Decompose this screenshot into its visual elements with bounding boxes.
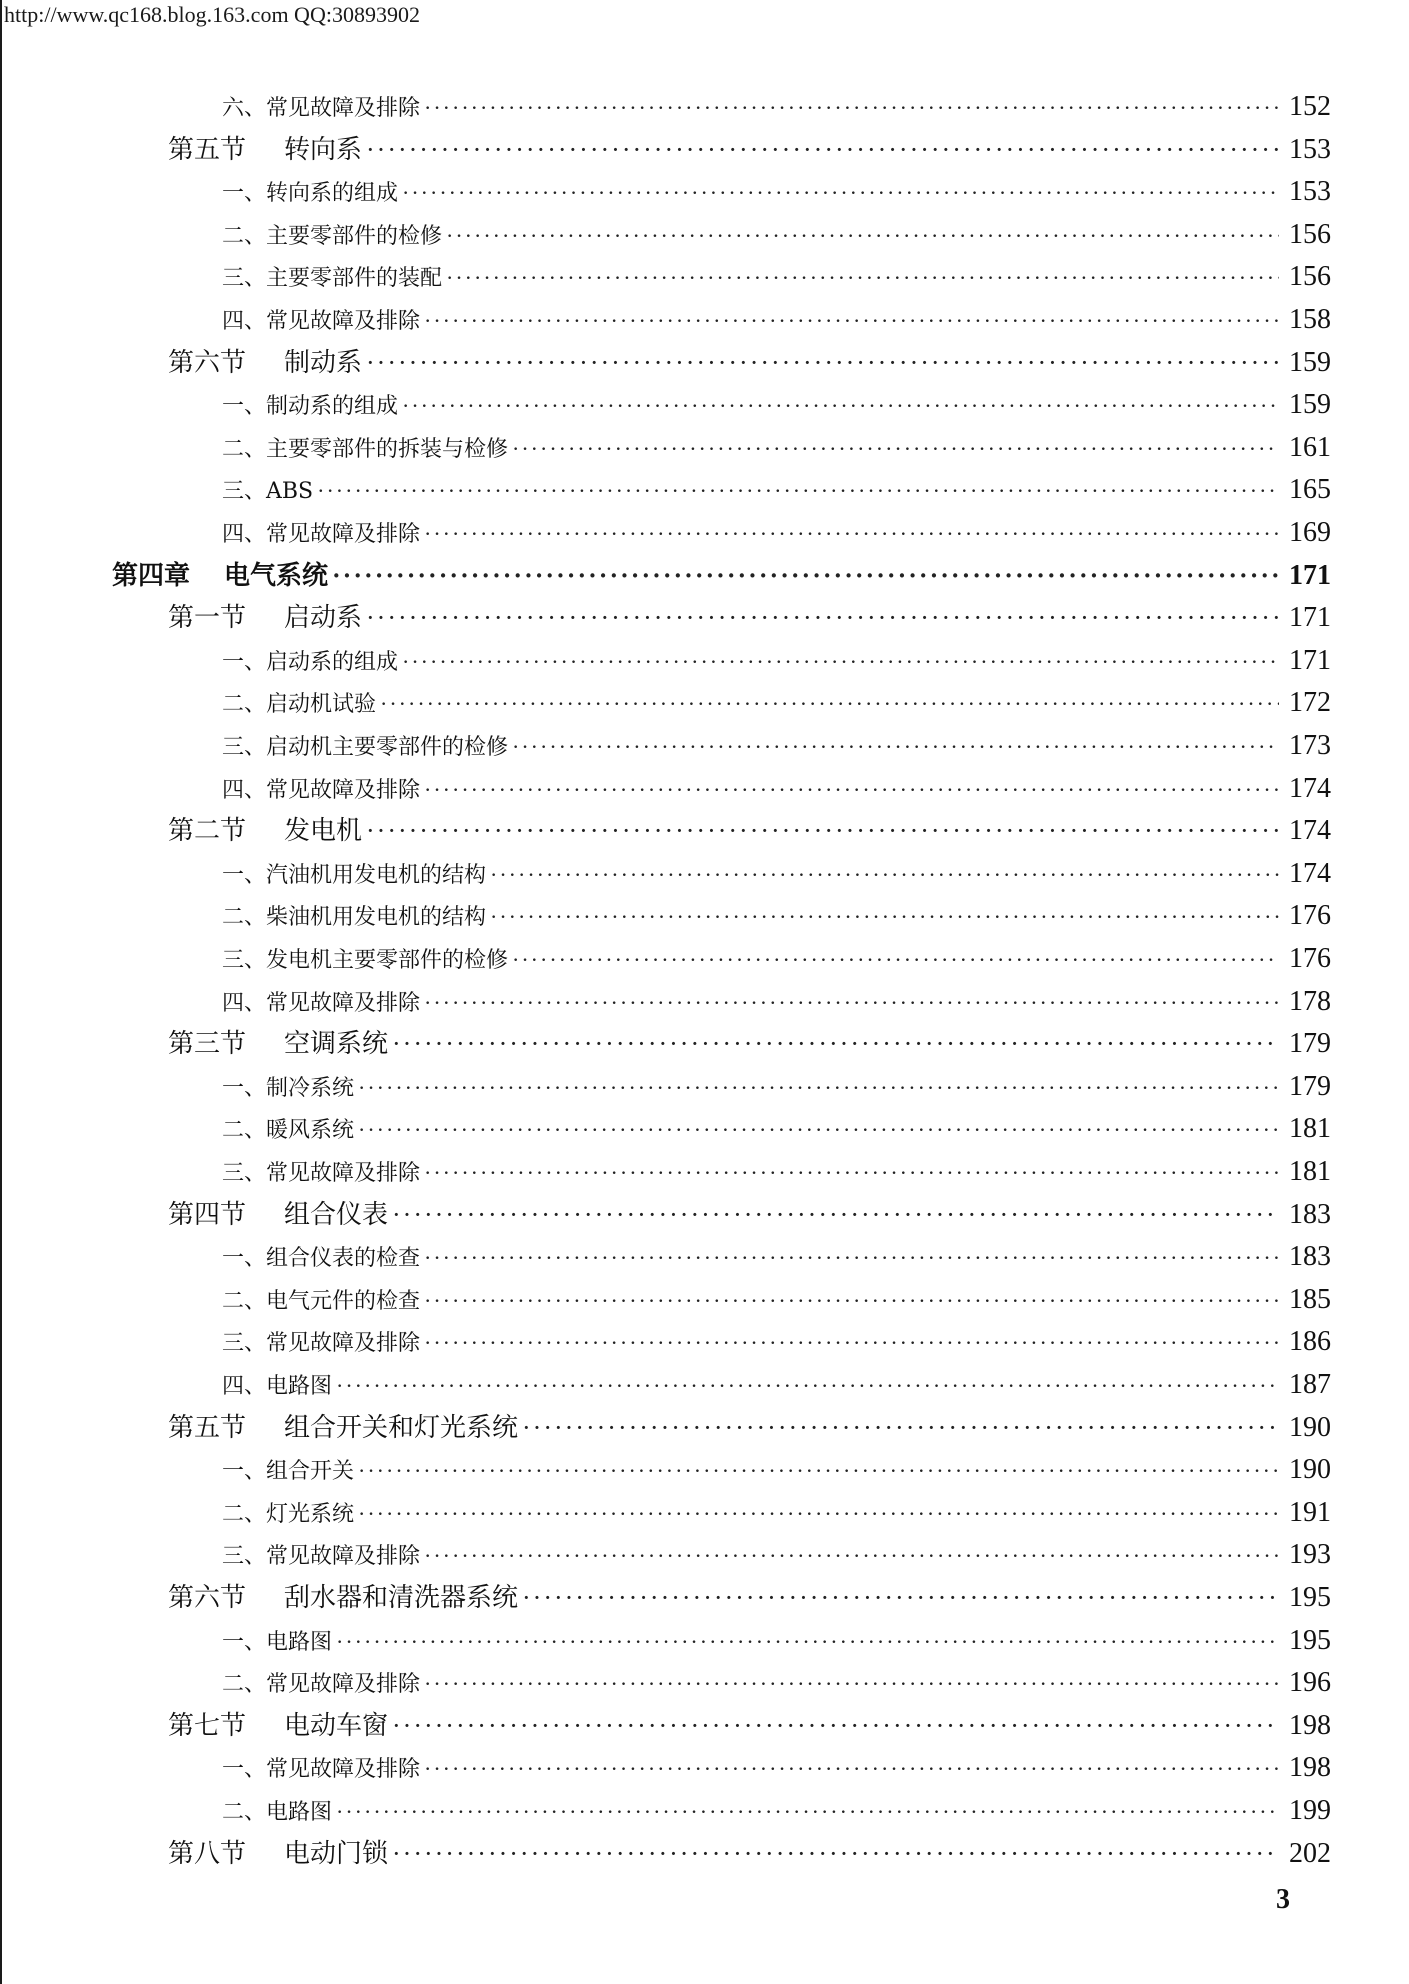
toc-dot-leader xyxy=(392,1837,1279,1871)
toc-entry-title: 三、常见故障及排除 xyxy=(222,1544,421,1569)
toc-entry-page: 176 xyxy=(1289,943,1331,974)
toc-dot-leader xyxy=(402,645,1279,679)
toc-entry-title: 四、常见故障及排除 xyxy=(222,309,421,334)
toc-entry-item xyxy=(222,1240,1331,1274)
toc-entry-title: 制动系 xyxy=(284,348,363,378)
toc-dot-leader xyxy=(424,517,1279,551)
toc-entry-page: 181 xyxy=(1289,1156,1331,1187)
toc-entry-page: 202 xyxy=(1289,1838,1331,1869)
toc-entry-title: 一、制冷系统 xyxy=(222,1076,355,1101)
toc-entry-page: 159 xyxy=(1289,347,1331,378)
toc-entry-number: 第五节 xyxy=(168,135,247,165)
toc-dot-leader xyxy=(336,1795,1279,1829)
toc-entry-item xyxy=(222,1496,1331,1530)
toc-entry-title: 二、电气元件的检查 xyxy=(222,1289,421,1314)
toc-entry-page: 171 xyxy=(1289,645,1331,676)
toc-entry-page: 152 xyxy=(1289,91,1331,122)
toc-entry-title: 刮水器和清洗器系统 xyxy=(284,1583,519,1613)
toc-dot-leader xyxy=(392,1709,1279,1743)
toc-entry-page: 190 xyxy=(1289,1412,1331,1443)
toc-dot-leader xyxy=(522,1581,1279,1615)
toc-entry-item xyxy=(222,729,1331,763)
toc-dot-leader xyxy=(512,730,1279,764)
toc-entry-page: 156 xyxy=(1289,261,1331,292)
toc-entry-section xyxy=(168,1837,1331,1871)
toc-dot-leader xyxy=(392,1027,1279,1061)
toc-dot-leader xyxy=(446,219,1279,253)
toc-entry-title: 二、柴油机用发电机的结构 xyxy=(222,905,487,930)
toc-entry-title: 一、组合开关 xyxy=(222,1459,355,1484)
toc-entry-title: 三、常见故障及排除 xyxy=(222,1161,421,1186)
toc-entry-number: 第四节 xyxy=(168,1200,247,1230)
toc-entry-title: 发电机 xyxy=(284,816,363,846)
toc-entry-title: 三、发电机主要零部件的检修 xyxy=(222,948,509,973)
toc-dot-leader xyxy=(424,1667,1279,1701)
toc-dot-leader xyxy=(512,943,1279,977)
toc-entry-page: 195 xyxy=(1289,1625,1331,1656)
toc-entry-title: 启动系 xyxy=(284,603,363,633)
toc-dot-leader xyxy=(424,91,1279,125)
toc-entry-page: 198 xyxy=(1289,1752,1331,1783)
toc-dot-leader xyxy=(366,814,1279,848)
toc-entry-title: 一、制动系的组成 xyxy=(222,394,399,419)
toc-entry-page: 171 xyxy=(1289,602,1331,633)
toc-dot-leader xyxy=(424,304,1279,338)
toc-dot-leader xyxy=(512,432,1279,466)
toc-entry-page: 183 xyxy=(1289,1241,1331,1272)
toc-entry-item xyxy=(222,175,1331,209)
toc-entry-title: 空调系统 xyxy=(284,1029,389,1059)
toc-dot-leader xyxy=(522,1411,1279,1445)
toc-entry-title: 三、启动机主要零部件的检修 xyxy=(222,735,509,760)
toc-entry-item xyxy=(222,772,1331,806)
toc-entry-section xyxy=(168,1198,1331,1232)
toc-entry-page: 158 xyxy=(1289,304,1331,335)
toc-entry-chapter xyxy=(112,559,1331,593)
toc-entry-title: 一、转向系的组成 xyxy=(222,181,399,206)
toc-entry-section xyxy=(168,814,1331,848)
toc-dot-leader xyxy=(358,1497,1279,1531)
toc-entry-number: 第六节 xyxy=(168,1583,247,1613)
toc-dot-leader xyxy=(358,1454,1279,1488)
toc-entry-section xyxy=(168,133,1331,167)
toc-entry-page: 198 xyxy=(1289,1710,1331,1741)
toc-dot-leader xyxy=(424,1284,1279,1318)
toc-entry-title: 四、常见故障及排除 xyxy=(222,778,421,803)
toc-entry-page: 199 xyxy=(1289,1795,1331,1826)
toc-entry-item xyxy=(222,260,1331,294)
toc-entry-title: 一、汽油机用发电机的结构 xyxy=(222,863,487,888)
toc-entry-page: 196 xyxy=(1289,1667,1331,1698)
toc-entry-page: 191 xyxy=(1289,1497,1331,1528)
toc-entry-item xyxy=(222,90,1331,124)
toc-entry-item xyxy=(222,686,1331,720)
toc-dot-leader xyxy=(332,559,1279,593)
toc-dot-leader xyxy=(424,1326,1279,1360)
toc-entry-title: 二、启动机试验 xyxy=(222,692,377,717)
toc-dot-leader xyxy=(317,474,1279,508)
toc-entry-page: 179 xyxy=(1289,1028,1331,1059)
toc-entry-item xyxy=(222,1112,1331,1146)
toc-entry-page: 174 xyxy=(1289,815,1331,846)
toc-entry-page: 153 xyxy=(1289,134,1331,165)
toc-entry-title: 电气系统 xyxy=(224,561,329,591)
toc-entry-number: 第三节 xyxy=(168,1029,247,1059)
toc-entry-page: 185 xyxy=(1289,1284,1331,1315)
toc-entry-title: 六、常见故障及排除 xyxy=(222,96,421,121)
toc-entry-title: 一、启动系的组成 xyxy=(222,650,399,675)
toc-entry-item xyxy=(222,899,1331,933)
toc-entry-item xyxy=(222,985,1331,1019)
toc-entry-page: 181 xyxy=(1289,1113,1331,1144)
toc-entry-item xyxy=(222,516,1331,550)
toc-entry-item xyxy=(222,303,1331,337)
toc-entry-section xyxy=(168,1027,1331,1061)
toc-entry-section xyxy=(168,601,1331,635)
toc-entry-item xyxy=(222,1624,1331,1658)
toc-entry-title: 三、常见故障及排除 xyxy=(222,1331,421,1356)
toc-dot-leader xyxy=(358,1071,1279,1105)
toc-entry-number: 第六节 xyxy=(168,348,247,378)
toc-dot-leader xyxy=(366,346,1279,380)
toc-entry-item xyxy=(222,942,1331,976)
toc-entry-item xyxy=(222,1283,1331,1317)
toc-entry-item xyxy=(222,1794,1331,1828)
toc-dot-leader xyxy=(490,858,1279,892)
toc-entry-title: 一、组合仪表的检查 xyxy=(222,1246,421,1271)
toc-entry-number: 第七节 xyxy=(168,1711,247,1741)
toc-entry-item xyxy=(222,644,1331,678)
toc-entry-page: 187 xyxy=(1289,1369,1331,1400)
toc-dot-leader xyxy=(424,986,1279,1020)
toc-dot-leader xyxy=(402,176,1279,210)
toc-entry-page: 190 xyxy=(1289,1454,1331,1485)
toc-entry-title: 组合仪表 xyxy=(284,1200,389,1230)
toc-entry-item xyxy=(222,1666,1331,1700)
toc-dot-leader xyxy=(424,1539,1279,1573)
toc-entry-page: 179 xyxy=(1289,1071,1331,1102)
toc-entry-item xyxy=(222,1155,1331,1189)
toc-dot-leader xyxy=(380,687,1279,721)
page-number: 3 xyxy=(1276,1884,1290,1915)
toc-entry-title: 四、常见故障及排除 xyxy=(222,991,421,1016)
toc-entry-title: 三、ABS xyxy=(222,479,314,504)
toc-entry-page: 161 xyxy=(1289,432,1331,463)
toc-entry-title: 二、常见故障及排除 xyxy=(222,1672,421,1697)
toc-entry-number: 第五节 xyxy=(168,1413,247,1443)
toc-entry-section xyxy=(168,1411,1331,1445)
toc-entry-page: 153 xyxy=(1289,176,1331,207)
toc-dot-leader xyxy=(336,1369,1279,1403)
toc-entry-page: 178 xyxy=(1289,986,1331,1017)
toc-dot-leader xyxy=(424,1156,1279,1190)
toc-entry-item xyxy=(222,218,1331,252)
toc-entry-page: 193 xyxy=(1289,1539,1331,1570)
toc-entry-item xyxy=(222,1368,1331,1402)
toc-entry-title: 转向系 xyxy=(284,135,363,165)
toc-entry-page: 156 xyxy=(1289,219,1331,250)
toc-dot-leader xyxy=(424,1241,1279,1275)
toc-entry-number: 第二节 xyxy=(168,816,247,846)
toc-entry-item xyxy=(222,473,1331,507)
toc-entry-title: 一、电路图 xyxy=(222,1630,333,1655)
toc-dot-leader xyxy=(392,1198,1279,1232)
toc-entry-page: 173 xyxy=(1289,730,1331,761)
toc-dot-leader xyxy=(424,1752,1279,1786)
toc-entry-title: 四、常见故障及排除 xyxy=(222,522,421,547)
toc-entry-page: 183 xyxy=(1289,1199,1331,1230)
toc-entry-page: 186 xyxy=(1289,1326,1331,1357)
toc-entry-number: 第八节 xyxy=(168,1839,247,1869)
toc-entry-page: 174 xyxy=(1289,858,1331,889)
toc-dot-leader xyxy=(446,261,1279,295)
toc-entry-page: 159 xyxy=(1289,389,1331,420)
toc-dot-leader xyxy=(358,1113,1279,1147)
toc-entry-title: 二、主要零部件的检修 xyxy=(222,224,443,249)
toc-entry-page: 174 xyxy=(1289,773,1331,804)
toc-entry-title: 二、电路图 xyxy=(222,1800,333,1825)
toc-entry-section xyxy=(168,1581,1331,1615)
toc-entry-title: 三、主要零部件的装配 xyxy=(222,266,443,291)
toc-entry-page: 172 xyxy=(1289,687,1331,718)
toc-entry-number: 第一节 xyxy=(168,603,247,633)
header-url-text: http://www.qc168.blog.163.com QQ:30893902 xyxy=(4,2,420,27)
toc-entry-item xyxy=(222,857,1331,891)
toc-entry-title: 组合开关和灯光系统 xyxy=(284,1413,519,1443)
toc-dot-leader xyxy=(366,133,1279,167)
toc-entry-page: 171 xyxy=(1289,560,1331,591)
toc-entry-page: 195 xyxy=(1289,1582,1331,1613)
toc-entry-item xyxy=(222,431,1331,465)
toc-entry-title: 一、常见故障及排除 xyxy=(222,1757,421,1782)
toc-entry-title: 电动门锁 xyxy=(284,1839,389,1869)
toc-dot-leader xyxy=(336,1625,1279,1659)
toc-entry-section xyxy=(168,346,1331,380)
toc-entry-page: 169 xyxy=(1289,517,1331,548)
toc-entry-section xyxy=(168,1709,1331,1743)
toc-entry-title: 二、暖风系统 xyxy=(222,1118,355,1143)
toc-entry-title: 电动车窗 xyxy=(284,1711,389,1741)
toc-entry-page: 176 xyxy=(1289,900,1331,931)
toc-entry-item xyxy=(222,1070,1331,1104)
toc-dot-leader xyxy=(402,389,1279,423)
toc-entry-item xyxy=(222,1538,1331,1572)
toc-entry-item xyxy=(222,1751,1331,1785)
toc-dot-leader xyxy=(424,773,1279,807)
toc-entry-title: 二、主要零部件的拆装与检修 xyxy=(222,437,509,462)
toc-entry-number: 第四章 xyxy=(112,561,191,591)
toc-dot-leader xyxy=(366,601,1279,635)
toc-entry-item xyxy=(222,388,1331,422)
toc-entry-title: 四、电路图 xyxy=(222,1374,333,1399)
toc-entry-item xyxy=(222,1453,1331,1487)
toc-entry-page: 165 xyxy=(1289,474,1331,505)
toc-entry-title: 二、灯光系统 xyxy=(222,1502,355,1527)
toc-dot-leader xyxy=(490,900,1279,934)
toc-entry-item xyxy=(222,1325,1331,1359)
